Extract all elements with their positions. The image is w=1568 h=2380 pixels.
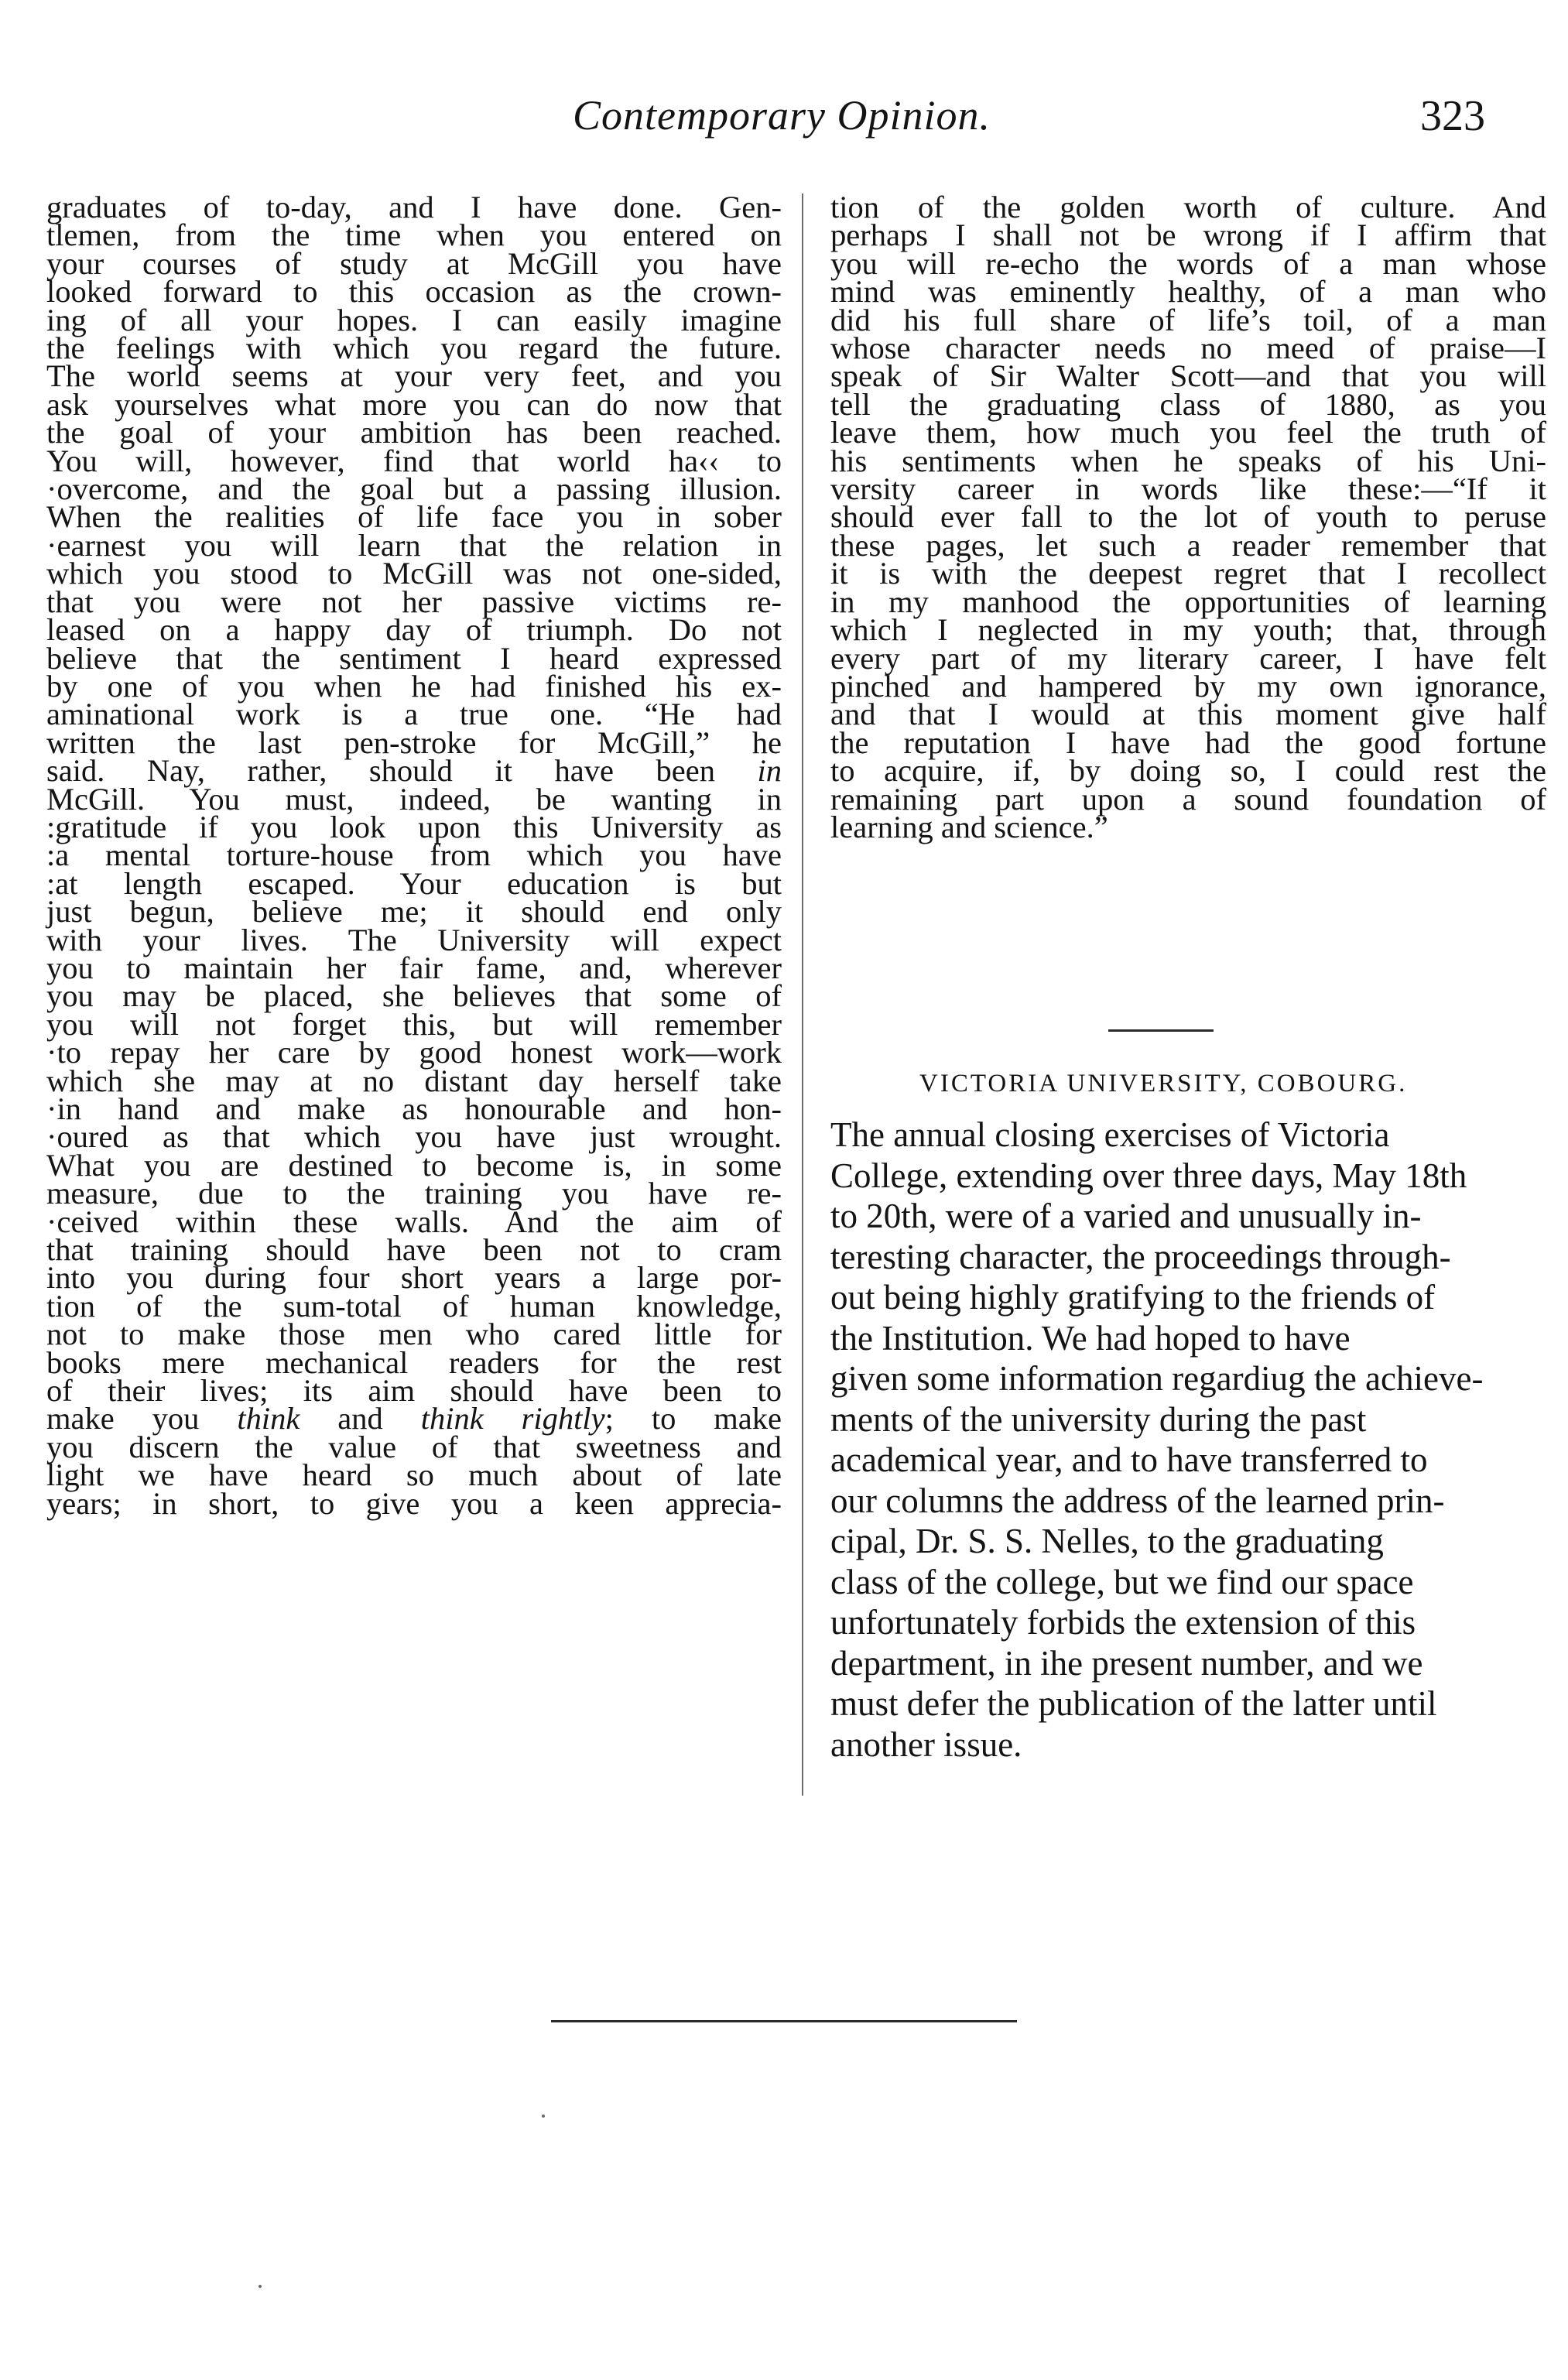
section-divider-rule	[1108, 1029, 1214, 1032]
text-line: :a mental torture-house from which you have	[46, 837, 782, 873]
text-line: When the realities of life face you in sober	[46, 499, 782, 535]
text-line: ·oured as that which you have just wrought.	[46, 1119, 782, 1155]
text-line: cipal, Dr. S. S. Nelles, to the graduating	[830, 1522, 1384, 1560]
text-line: whose character needs no meed of praise—I	[830, 330, 1546, 366]
text-line: class of the college, but we find our space	[830, 1562, 1414, 1601]
section-body	[830, 1115, 1546, 1765]
speck-mark	[258, 2285, 262, 2288]
text-line: unfortunately forbids the extension of this	[830, 1603, 1416, 1642]
text-line: ·in hand and make as honourable and hon-	[46, 1091, 782, 1126]
text-line: with your lives. The University will expect	[46, 922, 782, 957]
text-line: years; in short, to give you a keen apprecia-	[46, 1485, 782, 1521]
text-line: you will not forget this, but will remember	[46, 1006, 782, 1042]
text-line: given some information regardiug the achieve-	[830, 1359, 1484, 1398]
text-line: the Institution. We had hoped to have	[830, 1318, 1351, 1358]
running-title: Contemporary Opinion.	[573, 92, 991, 139]
text-line: versity career in words like these:—“If it	[830, 471, 1546, 507]
text-line: leased on a happy day of triumph. Do not	[46, 612, 782, 648]
text-line: looked forward to this occasion as the crown-	[46, 274, 782, 310]
italic-word-in: in	[757, 753, 782, 789]
text-line: books mere mechanical readers for the rest	[46, 1344, 782, 1380]
text-line: which she may at no distant day herself take	[46, 1063, 782, 1098]
text-line: every part of my literary career, I have felt	[830, 640, 1546, 676]
text-line: ing of all your hopes. I can easily imagine	[46, 302, 782, 337]
page-number: 323	[1420, 92, 1485, 140]
text-line: ·overcome, and the goal but a passing illusion.	[46, 471, 782, 507]
text-line: academical year, and to have transferred to	[830, 1440, 1428, 1479]
text-line: learning and science.”	[830, 809, 1108, 844]
text-line: which I neglected in my youth; that, through	[830, 612, 1546, 648]
text-line: the goal of your ambition has been reached.	[46, 415, 782, 450]
text-line: pinched and hampered by my own ignorance,	[830, 668, 1546, 704]
text-line: should ever fall to the lot of youth to peruse	[830, 499, 1546, 535]
left-column	[46, 190, 782, 1521]
text-line: his sentiments when he speaks of his Uni-	[830, 443, 1546, 478]
text-line: another issue.	[830, 1724, 1022, 1764]
text-line: by one of you when he had finished his ex-	[46, 668, 782, 704]
text-line: mind was eminently healthy, of a man who	[830, 274, 1546, 310]
text-line: you to maintain her fair fame, and, wherever	[46, 950, 782, 985]
text-line: ·earnest you will learn that the relation in	[46, 527, 782, 563]
text-line: aminational work is a true one. “He had	[46, 697, 782, 732]
text-line: tell the graduating class of 1880, as you	[830, 386, 1546, 422]
right-column	[830, 190, 1546, 844]
footer-rule	[551, 2020, 1017, 2022]
text-line: which you stood to McGill was not one-sided,	[46, 556, 782, 591]
text-line: just begun, believe me; it should end only	[46, 894, 782, 930]
text-line: ask yourselves what more you can do now that	[46, 386, 782, 422]
text-line: remaining part upon a sound foundation of	[830, 781, 1546, 817]
text-line: tion of the golden worth of culture. And	[830, 190, 1546, 224]
text-line: perhaps I shall not be wrong if I affirm that	[830, 217, 1546, 253]
text-line: to acquire, if, by doing so, I could rest the	[830, 753, 1546, 789]
text-line: your courses of study at McGill you have	[46, 245, 782, 281]
text-line: did his full share of life’s toil, of a man	[830, 302, 1546, 337]
text-line: in my manhood the opportunities of learning	[830, 584, 1546, 619]
text-line: :gratitude if you look upon this University as	[46, 809, 782, 844]
speck-mark	[542, 2115, 545, 2118]
italic-word-think: think	[237, 1401, 300, 1437]
text-line: light we have heard so much about of late	[46, 1457, 782, 1493]
column-divider	[802, 193, 803, 1796]
text-line: out being highly gratifying to the friends of	[830, 1278, 1436, 1317]
line-text: and	[300, 1401, 421, 1437]
text-line: of their lives; its aim should have been to	[46, 1373, 782, 1409]
text-line: speak of Sir Walter Scott—and that you will	[830, 358, 1546, 394]
section-heading: VICTORIA UNIVERSITY, COBOURG.	[919, 1070, 1408, 1098]
text-line: that training should have been not to cram	[46, 1232, 782, 1268]
text-line: measure, due to the training you have re-	[46, 1176, 782, 1211]
text-line: graduates of to-day, and I have done. Gen-	[46, 190, 782, 224]
text-line: You will, however, find that world ha‹‹ to	[46, 443, 782, 478]
text-line: McGill. You must, indeed, be wanting in	[46, 781, 782, 817]
text-line: and that I would at this moment give half	[830, 697, 1546, 732]
text-line: the reputation I have had the good fortune	[830, 724, 1546, 760]
text-line: believe that the sentiment I heard expressed	[46, 640, 782, 676]
text-line: to 20th, were of a varied and unusually in-	[830, 1197, 1422, 1235]
text-line: leave them, how much you feel the truth of	[830, 415, 1546, 450]
text-line: written the last pen-stroke for McGill,” he	[46, 724, 782, 760]
line-text: make you	[46, 1401, 238, 1437]
text-line: that you were not her passive victims re-	[46, 584, 782, 619]
text-line: our columns the address of the learned prin-	[830, 1481, 1445, 1520]
text-line: tlemen, from the time when you entered on	[46, 217, 782, 253]
text-line: must defer the publication of the latter until	[830, 1684, 1437, 1723]
text-line: you discern the value of that sweetness and	[46, 1429, 782, 1464]
text-line: into you during four short years a large por-	[46, 1260, 782, 1296]
line-text: said. Nay, rather, should it have been	[46, 753, 758, 789]
text-line: :at length escaped. Your education is but	[46, 865, 782, 901]
text-line: department, in ihe present number, and we	[830, 1643, 1423, 1683]
text-line: College, extending over three days, May 18th	[830, 1156, 1467, 1195]
text-line: the feelings with which you regard the future.	[46, 330, 782, 366]
text-line: it is with the deepest regret that I recollect	[830, 556, 1546, 591]
quote-paragraph	[830, 190, 1546, 844]
text-line: you may be placed, she believes that some of	[46, 978, 782, 1014]
text-line: these pages, let such a reader remember that	[830, 527, 1546, 563]
text-line: What you are destined to become is, in some	[46, 1147, 782, 1183]
italic-phrase-think-rightly: think rightly	[420, 1401, 605, 1437]
text-line: ments of the university during the past	[830, 1399, 1367, 1439]
line-text: ; to make	[604, 1401, 782, 1437]
text-line: tion of the sum-total of human knowledge,	[46, 1288, 782, 1324]
text-line: ·ceived within these walls. And the aim of	[46, 1204, 782, 1239]
text-line: ·to repay her care by good honest work—work	[46, 1035, 782, 1070]
text-line: The annual closing exercises of Victoria	[830, 1115, 1390, 1154]
text-line: you will re-echo the words of a man whose	[830, 245, 1546, 281]
text-line: The world seems at your very feet, and you	[46, 358, 782, 394]
text-line: teresting character, the proceedings through-	[830, 1237, 1451, 1276]
text-line: not to make those men who cared little for	[46, 1317, 782, 1352]
